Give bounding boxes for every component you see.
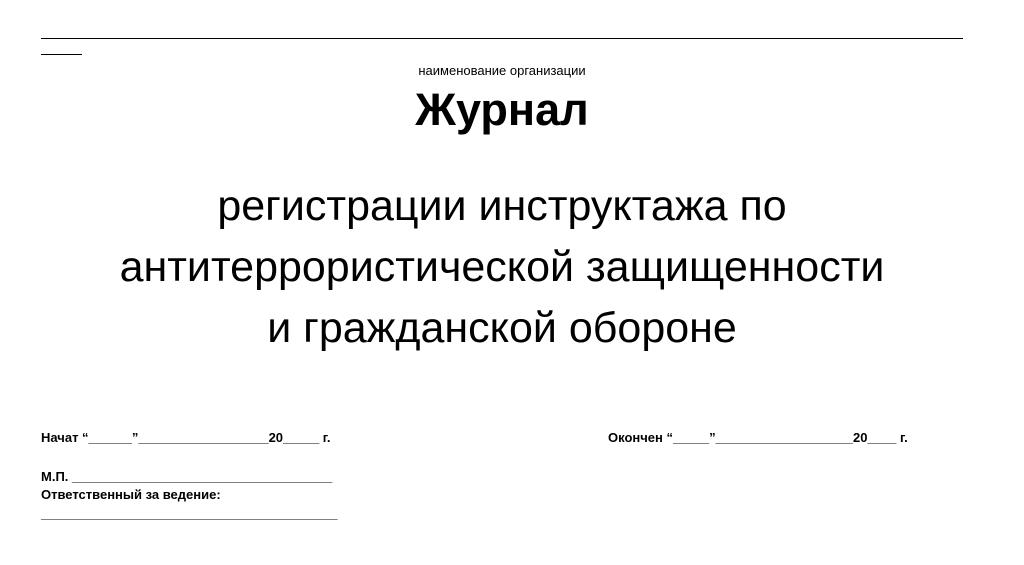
document-title: Журнал [415,84,589,135]
start-date-field: Начат “______”__________________20_____ г. [41,430,331,445]
document-subtitle [0,176,1004,359]
organization-name-line [41,38,963,39]
subtitle-line-1: регистрации инструктажа по [217,182,787,230]
subtitle-line-2: антитеррористической защищенности [119,243,885,291]
responsible-label: Ответственный за ведение: [41,487,221,502]
subtitle-line-3: и гражданской обороне [267,304,737,352]
responsible-signature-line: _________________________________________ [41,506,338,521]
stamp-field: М.П. ____________________________________ [41,469,333,484]
organization-name-line-continuation [41,54,82,55]
end-date-field: Окончен “_____”___________________20____ г. [608,430,908,445]
organization-caption: наименование организации [418,63,586,78]
